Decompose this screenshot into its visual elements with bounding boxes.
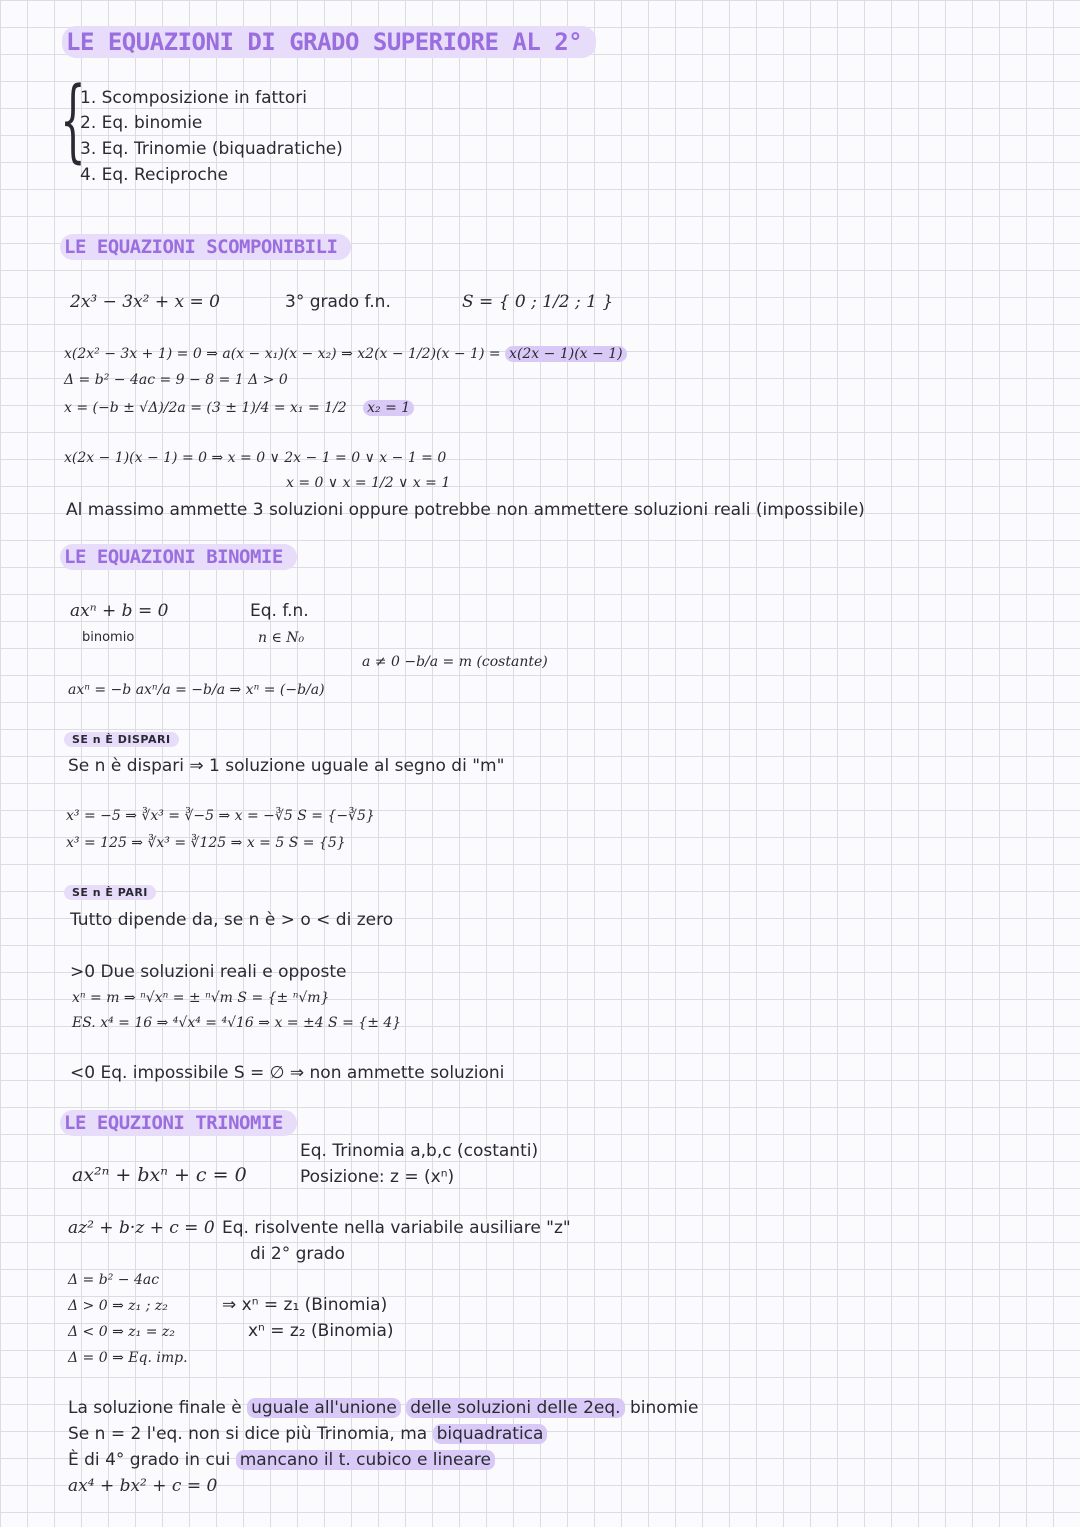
intro-item-3: 3. Eq. Trinomie (biquadratiche) <box>80 139 343 159</box>
binomial-derivation: axⁿ = −b axⁿ/a = −b/a ⇒ xⁿ = (−b/a) <box>68 682 325 698</box>
final-line-3-highlight: mancano il t. cubico e lineare <box>236 1450 495 1470</box>
biquadratic-form: ax⁴ + bx² + c = 0 <box>68 1476 218 1496</box>
trinomial-delta: Δ = b² − 4ac <box>68 1272 160 1288</box>
trinomial-note-2: Posizione: z = (xⁿ) <box>300 1167 455 1187</box>
auxiliary-note-2: di 2° grado <box>250 1244 346 1264</box>
trinomial-form: ax²ⁿ + bxⁿ + c = 0 <box>72 1164 247 1186</box>
tag-odd: SE n È DISPARI <box>64 732 179 747</box>
roots-line <box>64 398 414 418</box>
even-description: Tutto dipende da, se n è > o < di zero <box>70 910 394 930</box>
left-brace-icon: { <box>60 68 86 173</box>
final-line-2 <box>68 1424 547 1444</box>
final-line-1-highlight-a: uguale all'unione <box>247 1398 401 1418</box>
delta-line: Δ = b² − 4ac = 9 − 8 = 1 Δ > 0 <box>64 372 288 388</box>
factorization-result: x(2x − 1)(x − 1) <box>505 346 627 362</box>
section-heading-trinomie: LE EQUZIONI TRINOMIE <box>60 1110 297 1136</box>
grade-label: 3° grado f.n. <box>285 292 391 312</box>
binomial-split-1: ⇒ xⁿ = z₁ (Binomia) <box>222 1295 388 1315</box>
zero-product-line-1: x(2x − 1)(x − 1) = 0 ⇒ x = 0 ∨ 2x − 1 = 0 ∨ x − 1 = 0 <box>64 450 447 466</box>
positive-example: ES. x⁴ = 16 ⇒ ⁴√x⁴ = ⁴√16 ⇒ x = ±4 S = {± 4} <box>72 1015 402 1031</box>
final-line-2-highlight: biquadratica <box>433 1424 548 1444</box>
case-delta-positive: Δ > 0 ⇒ z₁ ; z₂ <box>68 1298 168 1314</box>
positive-formula: xⁿ = m ⇒ ⁿ√xⁿ = ± ⁿ√m S = {± ⁿ√m} <box>72 990 330 1006</box>
section-heading-binomie: LE EQUAZIONI BINOMIE <box>60 544 297 570</box>
cubic-equation: 2x³ − 3x² + x = 0 <box>70 292 220 312</box>
factorization-text: x(2x² − 3x + 1) = 0 ⇒ a(x − x₁)(x − x₂) ⇒ x2(x − 1/2)(x − 1) = <box>64 346 501 362</box>
tag-even: SE n È PARI <box>64 885 156 900</box>
solution-set: S = { 0 ; 1/2 ; 1 } <box>462 292 614 312</box>
positive-case: >0 Due soluzioni reali e opposte <box>70 962 347 982</box>
section-heading-scomponibili: LE EQUAZIONI SCOMPONIBILI <box>60 234 351 260</box>
n-domain: n ∈ N₀ <box>258 630 305 646</box>
roots-formula: x = (−b ± √Δ)/2a = (3 ± 1)/4 = x₁ = 1/2 <box>64 400 347 416</box>
case-delta-zero: Δ = 0 ⇒ Eq. imp. <box>68 1350 188 1366</box>
constant-note: a ≠ 0 −b/a = m (costante) <box>362 654 548 670</box>
odd-example-2: x³ = 125 ⇒ ∛x³ = ∛125 ⇒ x = 5 S = {5} <box>66 835 346 851</box>
final-line-3 <box>68 1450 495 1470</box>
factorization-line <box>64 344 627 364</box>
final-line-2-text: Se n = 2 l'eq. non si dice più Trinomia, ma <box>68 1424 428 1444</box>
final-line-3-text: È di 4° grado in cui <box>68 1450 231 1470</box>
case-delta-negative: Δ < 0 ⇒ z₁ = z₂ <box>68 1324 175 1340</box>
odd-example-1: x³ = −5 ⇒ ∛x³ = ∛−5 ⇒ x = −∛5 S = {−∛5} <box>66 808 375 824</box>
root-two: x₂ = 1 <box>363 400 414 416</box>
auxiliary-note-1: Eq. risolvente nella variabile ausiliare "z" <box>222 1218 571 1238</box>
binomial-split-2: xⁿ = z₂ (Binomia) <box>248 1321 394 1341</box>
intro-item-1: 1. Scomposizione in fattori <box>80 88 307 108</box>
odd-description: Se n è dispari ⇒ 1 soluzione uguale al segno di "m" <box>68 756 505 776</box>
final-line-1-text-a: La soluzione finale è <box>68 1398 242 1418</box>
final-line-1 <box>68 1398 698 1418</box>
binomial-form: axⁿ + b = 0 <box>70 601 169 621</box>
negative-case: <0 Eq. impossibile S = ∅ ⇒ non ammette soluzioni <box>70 1063 505 1083</box>
intro-item-2: 2. Eq. binomie <box>80 113 203 133</box>
final-line-1-text-b: binomie <box>630 1398 699 1418</box>
scomponibili-note: Al massimo ammette 3 soluzioni oppure potrebbe non ammettere soluzioni reali (impossibile) <box>66 500 865 520</box>
eq-fn-label: Eq. f.n. <box>250 601 309 621</box>
final-line-1-highlight-b: delle soluzioni delle 2eq. <box>406 1398 624 1418</box>
zero-product-line-2: x = 0 ∨ x = 1/2 ∨ x = 1 <box>286 475 451 491</box>
auxiliary-equation: az² + b·z + c = 0 <box>68 1218 215 1238</box>
trinomial-note-1: Eq. Trinomia a,b,c (costanti) <box>300 1141 539 1161</box>
binomio-label: binomio <box>82 630 135 645</box>
intro-item-4: 4. Eq. Reciproche <box>80 165 228 185</box>
page-title: LE EQUAZIONI DI GRADO SUPERIORE AL 2° <box>62 26 596 58</box>
